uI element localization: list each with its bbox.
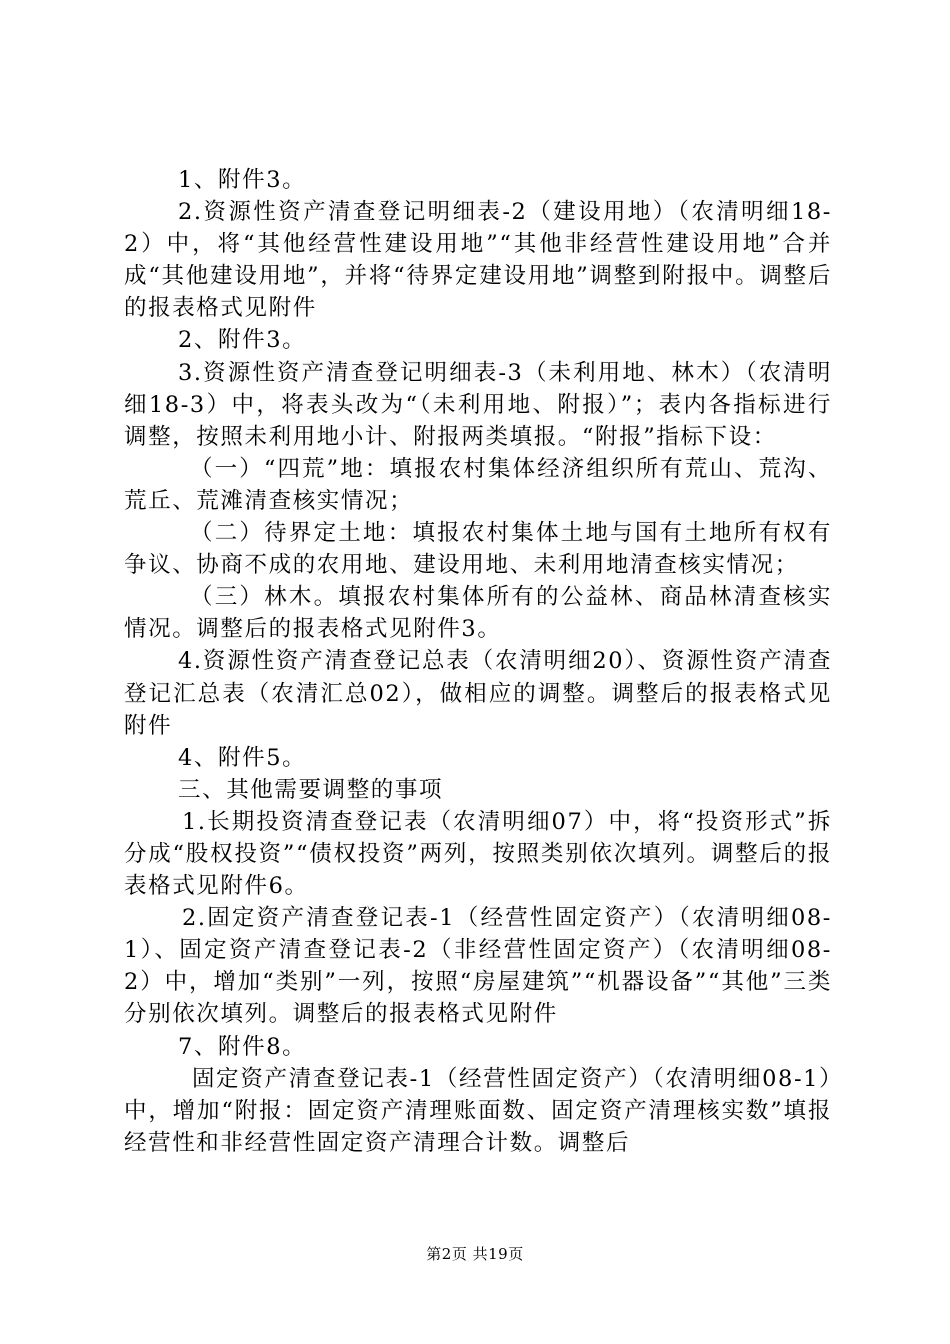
- paragraph-3: 2、附件3。: [178, 327, 307, 354]
- paragraph-7: （三）林木。填报农村集体所有的公益林、商品林清查核实情况。调整后的报表格式见附件3。: [124, 584, 832, 643]
- section-heading: 三、其他需要调整的事项: [178, 776, 444, 803]
- paragraph-6: （二）待界定土地：填报农村集体土地与国有土地所有权有争议、协商不成的农用地、建设用地、未利用地清查核实情况；: [124, 520, 832, 579]
- paragraph-5: （一）“四荒”地：填报农村集体经济组织所有荒山、荒沟、荒丘、荒滩清查核实情况；: [124, 455, 832, 514]
- paragraph-1: 1、附件3。: [178, 167, 307, 193]
- document-body: [124, 164, 832, 1159]
- paragraph-14: 固定资产清查登记表-1（经营性固定资产）（农清明细08-1）中，增加“附报：固定资产清理账面数、固定资产清理核实数”填报经营性和非经营性固定资产清理合计数。调整后: [124, 1065, 832, 1156]
- page-number-footer: 第2页 共19页: [426, 1245, 524, 1263]
- paragraph-11: 1.长期投资清查登记表（农清明细07）中，将“投资形式”拆分成“股权投资”“债权投资”两列，按照类别依次填列。调整后的报表格式见附件6。: [124, 808, 832, 900]
- paragraph-2: 2.资源性资产清查登记明细表-2（建设用地）（农清明细18-2）中，将“其他经营性建设用地”“其他非经营性建设用地”合并成“其他建设用地”，并将“待界定建设用地”调整到附报中。调整后的报表格式见附件: [124, 199, 832, 322]
- paragraph-9: 4、附件5。: [178, 744, 307, 771]
- paragraph-4: 3.资源性资产清查登记明细表-3（未利用地、林木）（农清明细18-3）中，将表头改为“（未利用地、附报）”；表内各指标进行调整，按照未利用地小计、附报两类填报。“附报”指标下设：: [124, 359, 832, 450]
- paragraph-12: 2.固定资产清查登记表-1（经营性固定资产）（农清明细08-1）、固定资产清查登记表-2（非经营性固定资产）（农清明细08-2）中，增加“类别”一列，按照“房屋建筑”“机器设备”“其他”三类分别依次填列。调整后的报表格式见附件: [124, 905, 832, 1028]
- paragraph-8: 4.资源性资产清查登记总表（农清明细20）、资源性资产清查登记汇总表（农清汇总02），做相应的调整。调整后的报表格式见附件: [124, 648, 832, 739]
- paragraph-13: 7、附件8。: [178, 1033, 307, 1060]
